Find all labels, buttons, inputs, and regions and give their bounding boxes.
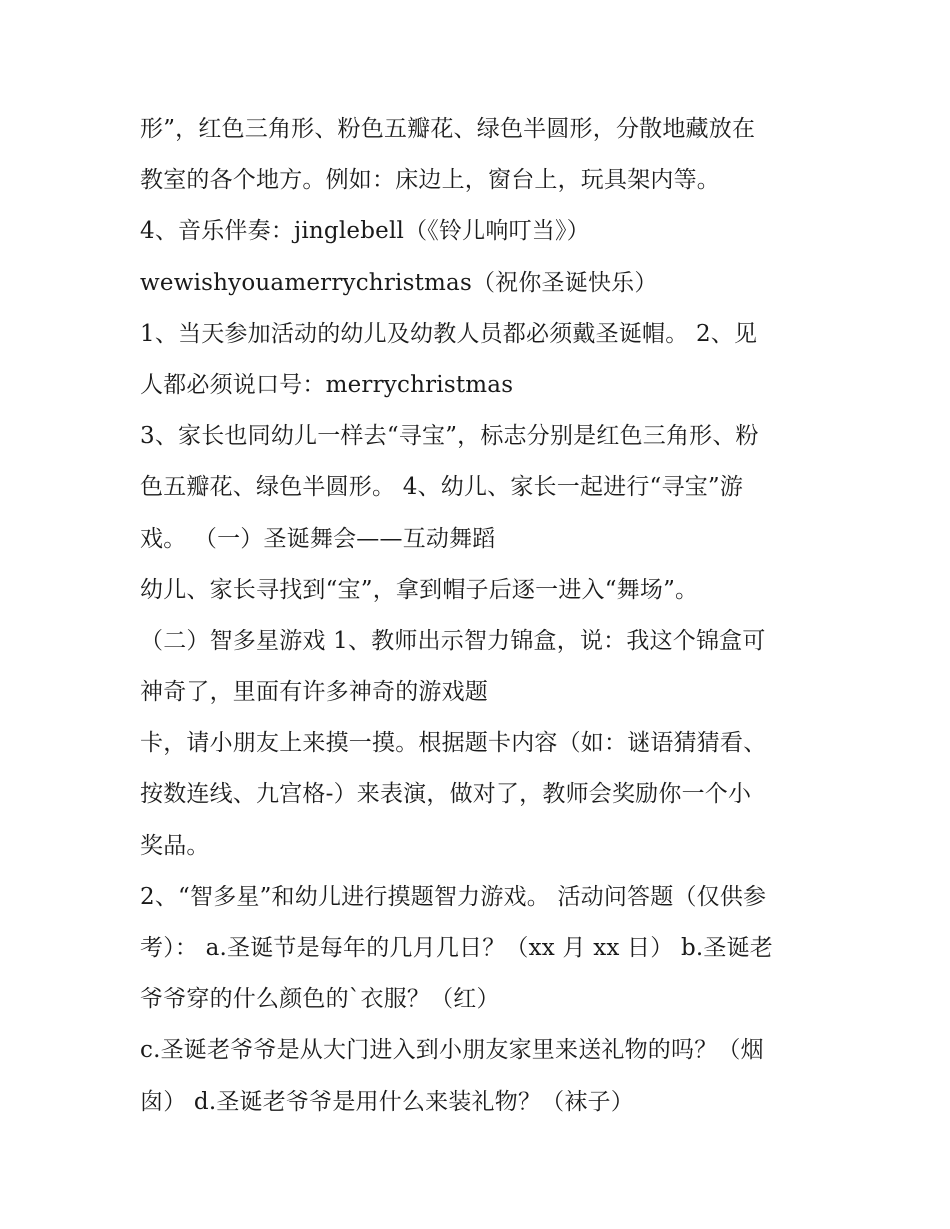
text-line: 人都必须说口号：merrychristmas — [140, 371, 514, 398]
text-line: 色五瓣花、绿色半圆形。 4、幼儿、家长一起进行“寻宝”游 — [140, 474, 744, 501]
text-line: c.圣诞老爷爷是从大门进入到小朋友家里来送礼物的吗？（烟 — [140, 1037, 764, 1064]
text-line: 考）： a.圣诞节是每年的几月几日？（xx 月 xx 日） b.圣诞老 — [140, 935, 773, 961]
text-line: 形”，红色三角形、粉色五瓣花、绿色半圆形，分散地藏放在 — [140, 116, 756, 142]
text-line: 教室的各个地方。例如：床边上，窗台上，玩具架内等。 — [140, 167, 720, 194]
text-line: 按数连线、九宫格-）来表演，做对了，教师会奖励你一个小 — [140, 781, 752, 808]
text-line: wewishyouamerrychristmas（祝你圣诞快乐） — [140, 269, 658, 296]
text-line: 神奇了，里面有许多神奇的游戏题 — [140, 679, 488, 706]
text-line: 卡，请小朋友上来摸一摸。根据题卡内容（如：谜语猜猜看、 — [140, 730, 767, 757]
text-line: 爷爷穿的什么颜色的`衣服？（红） — [140, 986, 500, 1013]
text-line: 1、当天参加活动的幼儿及幼教人员都必须戴圣诞帽。 2、见 — [140, 320, 758, 347]
text-line: 奖品。 — [140, 832, 210, 859]
document-body — [140, 104, 820, 1128]
text-line: 囱） d.圣诞老爷爷是用什么来装礼物？（袜子） — [140, 1088, 634, 1115]
text-line: 4、音乐伴奏：jinglebell（《铃儿响叮当》） — [140, 218, 590, 245]
text-line: 戏。 （一）圣诞舞会——互动舞蹈 — [140, 525, 496, 552]
text-line: 幼儿、家长寻找到“宝”，拿到帽子后逐一进入“舞场”。 — [140, 576, 699, 603]
text-line: （二）智多星游戏 1、教师出示智力锦盒，说：我这个锦盒可 — [140, 627, 766, 654]
text-line: 2、“智多星”和幼儿进行摸题智力游戏。 活动问答题（仅供参 — [140, 883, 767, 910]
text-line: 3、家长也同幼儿一样去“寻宝”，标志分别是红色三角形、粉 — [140, 423, 759, 450]
